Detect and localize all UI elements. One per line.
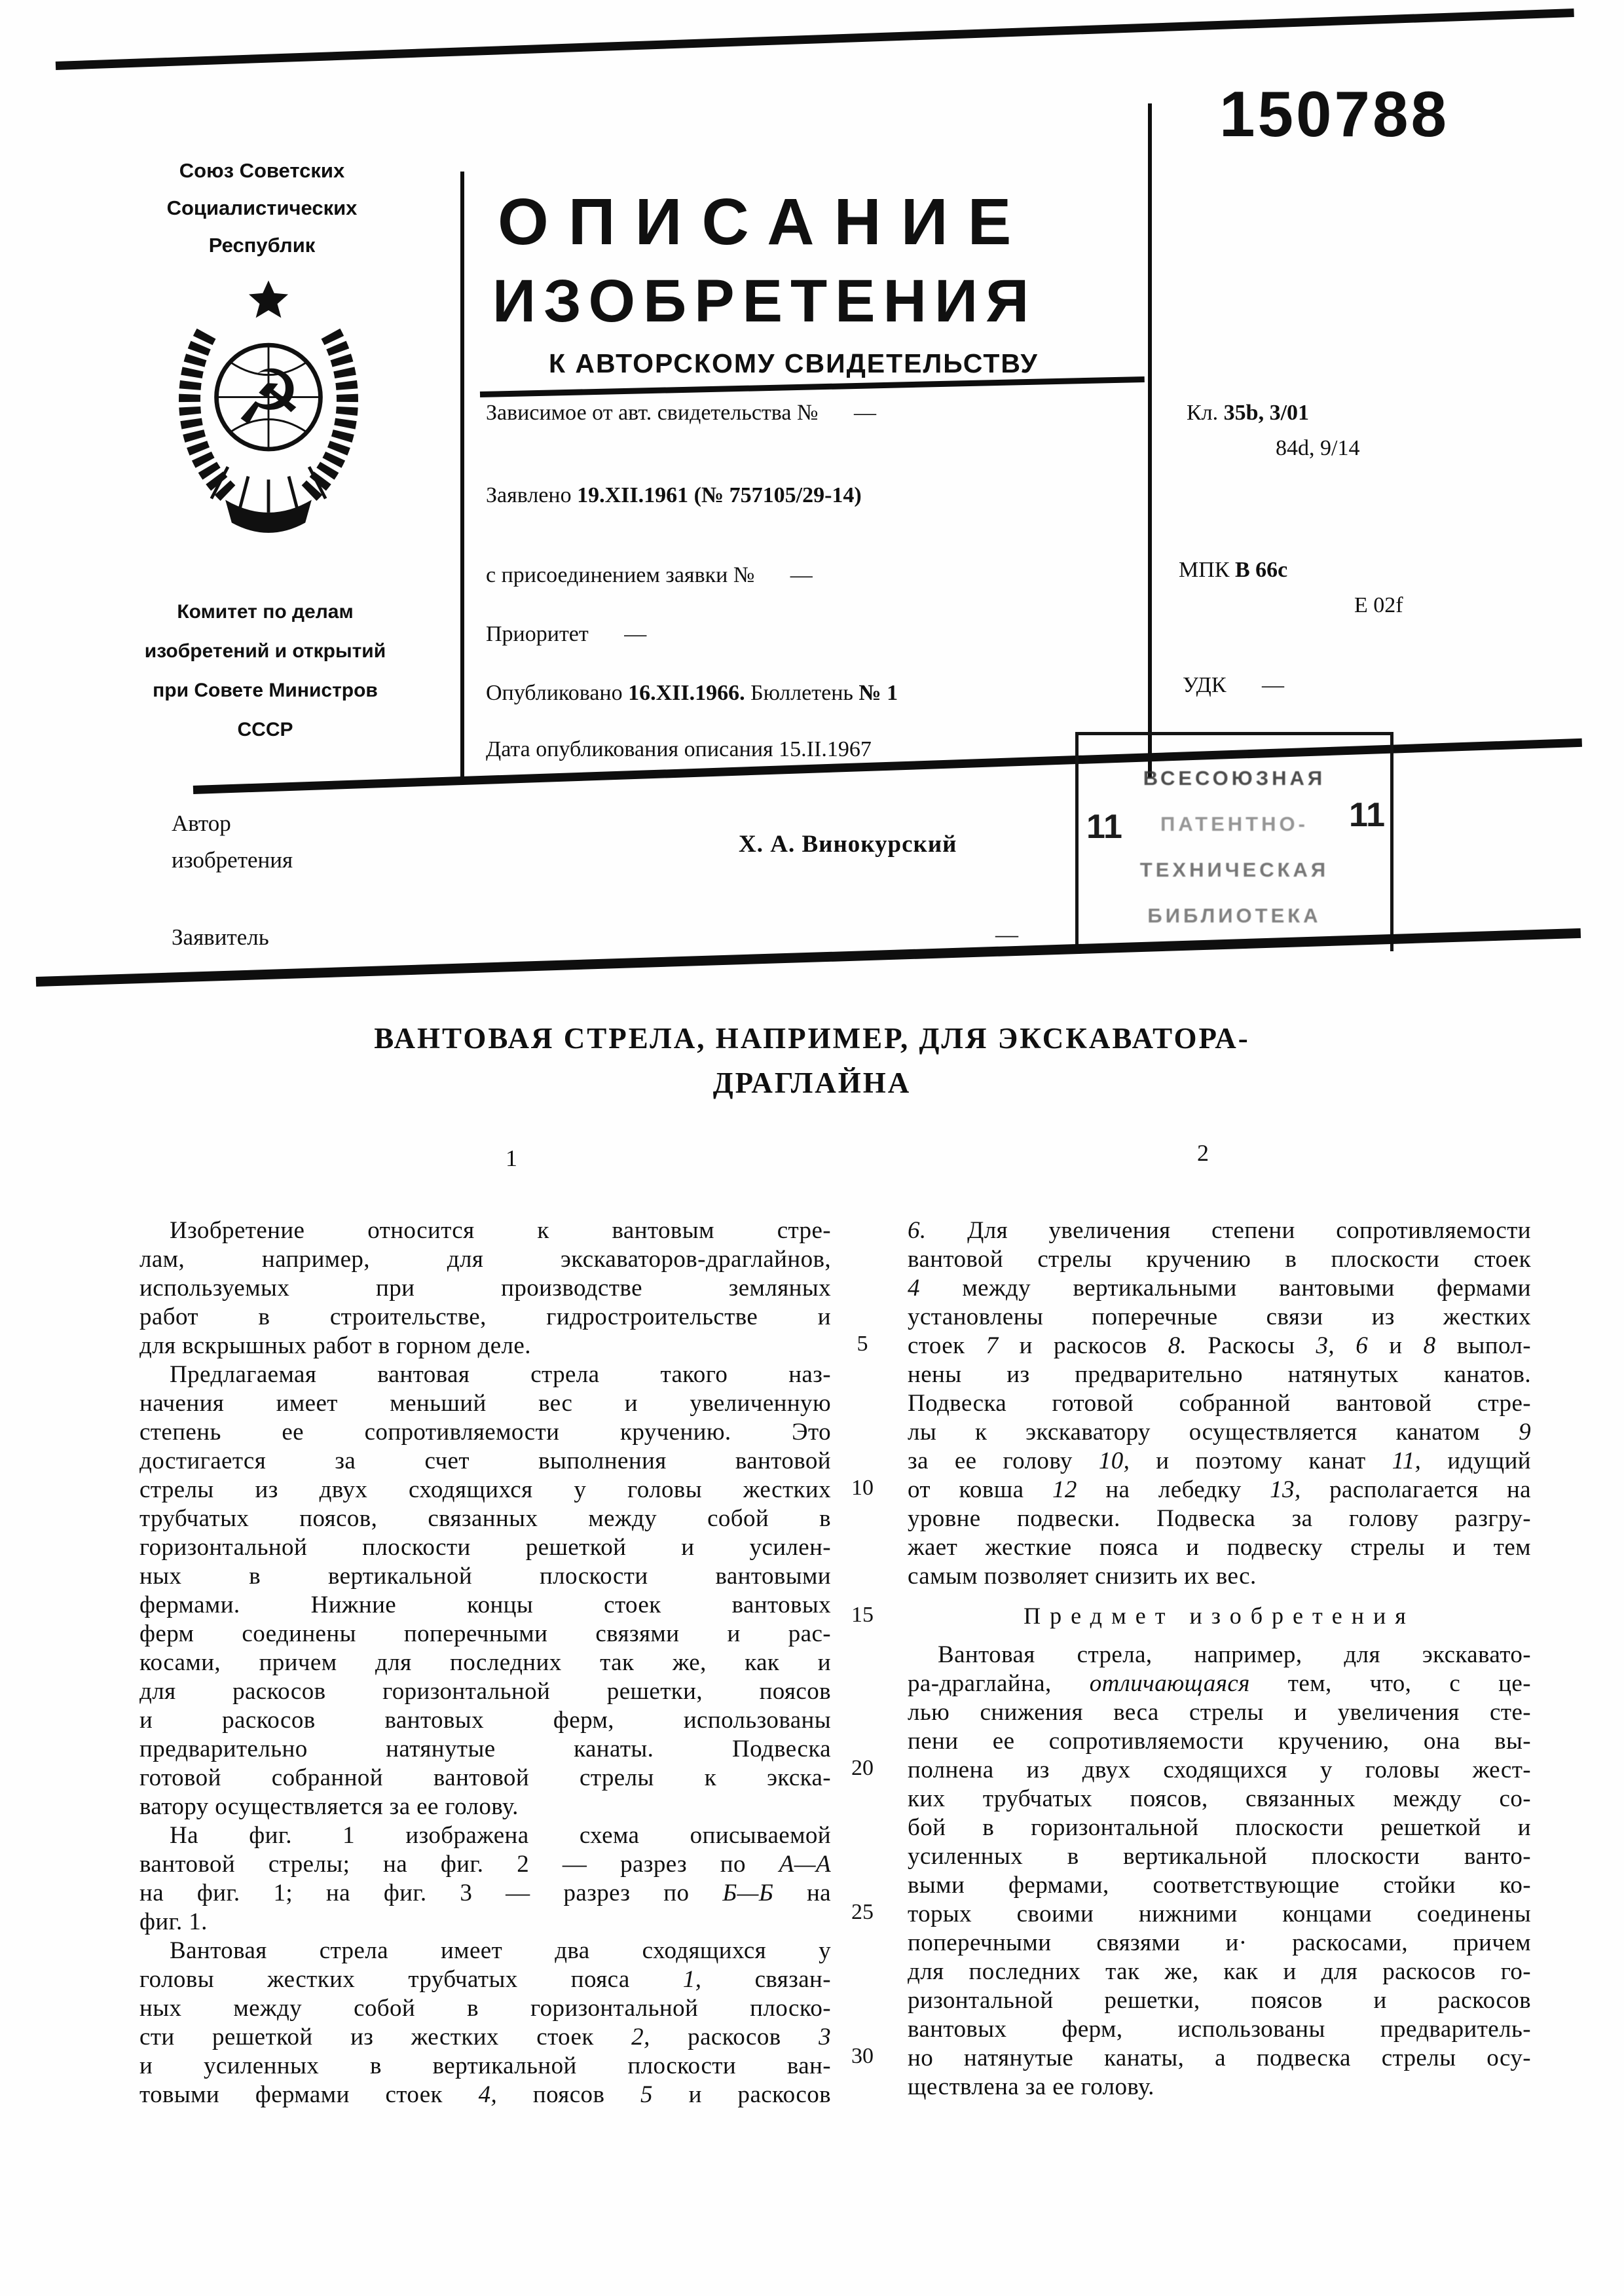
gutter-line-number: 15	[851, 1603, 874, 1627]
text-line: используемых при производстве земляных	[139, 1275, 831, 1302]
text-line: Вантовая стрела имеет два сходящихся у	[170, 1937, 831, 1964]
author-label-2: изобретения	[172, 847, 293, 873]
text-line: уровне подвески. Подвеска за голову разгру-	[908, 1505, 1531, 1532]
stamp-line: БИБЛИОТЕКА	[1147, 904, 1321, 927]
field-part: Заявлено	[486, 483, 578, 507]
classification-part: МПК	[1179, 558, 1235, 582]
stamp-mark-left: 11	[1086, 808, 1122, 846]
text-line: лам, например, для экскаваторов-драглайнов,	[139, 1246, 831, 1273]
classification-row	[1187, 401, 1309, 426]
field-row	[486, 622, 646, 647]
text-line: поперечными связями и· раскосами, причем	[908, 1929, 1531, 1956]
invention-title-line1: ВАНТОВАЯ СТРЕЛА, НАПРИМЕР, ДЛЯ ЭКСКАВАТОРА-	[374, 1022, 1250, 1055]
text-line: ных между собой в горизонтальной плоско-	[139, 1995, 831, 2022]
top-scan-line	[56, 9, 1574, 70]
committee-line: изобретений и открытий	[144, 640, 386, 662]
doc-type-title: ОПИСАНИЕ	[498, 185, 1031, 259]
text-line: головы жестких трубчатых пояса 1, связан-	[139, 1966, 831, 1993]
text-line: Предлагаемая вантовая стрела такого наз-	[170, 1361, 831, 1388]
gutter-line-number: 10	[851, 1476, 874, 1500]
classification-part: УДК	[1183, 673, 1232, 697]
header-divider-right	[1148, 103, 1152, 778]
field-part: № 1	[858, 681, 898, 705]
issuing-org	[65, 152, 458, 264]
text-line: торых своими нижними концами соединены	[908, 1901, 1531, 1927]
doc-type-title-2: ИЗОБРЕТЕНИЯ	[492, 268, 1037, 335]
text-line: установлены поперечные связи из жестких	[908, 1303, 1531, 1330]
gutter-line-number: 5	[857, 1332, 868, 1356]
column-number-2: 2	[1197, 1140, 1209, 1166]
classification-part: Е 02f	[1354, 593, 1403, 617]
text-line: пени ее сопротивляемости кручению, она вы-	[908, 1728, 1531, 1755]
stamp-line: ВСЕСОЮЗНАЯ	[1143, 767, 1326, 790]
author-label: Автор	[172, 811, 231, 836]
body-column-left	[139, 1216, 831, 2109]
stamp-line: ПАТЕНТНО-	[1160, 812, 1308, 835]
field-row	[486, 737, 872, 762]
text-line: усиленных в вертикальной плоскости ванто-	[908, 1843, 1531, 1870]
text-line: На фиг. 1 изображена схема описываемой	[170, 1822, 831, 1849]
field-part: —	[790, 563, 813, 587]
classification-part: В 66с	[1234, 558, 1288, 582]
text-line: для раскосов горизонтальной решетки, поясов	[139, 1678, 831, 1705]
text-line: фиг. 1.	[139, 1908, 208, 1935]
committee-line: при Совете Министров	[153, 680, 378, 701]
classification-row	[1276, 436, 1359, 461]
field-part: Зависимое от авт. свидетельства №	[486, 401, 824, 425]
text-line: ществлена за ее голову.	[908, 2073, 1154, 2100]
stamp-mark-right: 11	[1349, 796, 1385, 834]
library-stamp	[1075, 732, 1393, 951]
text-line: ных в вертикальной плоскости вантовыми	[139, 1563, 831, 1590]
text-line: достигается за счет выполнения вантовой	[139, 1448, 831, 1474]
field-part: Бюллетень	[745, 681, 859, 705]
author-name: Х. А. Винокурский	[739, 831, 957, 858]
text-line: вантовой стрелы; на фиг. 2 — разрез по А—А	[139, 1851, 831, 1878]
text-line: ризонтальной решетки, поясов и раскосов	[908, 1987, 1531, 2014]
text-line: Подвеска готовой собранной вантовой стре-	[908, 1390, 1531, 1417]
field-part: Дата опубликования описания	[486, 737, 779, 761]
gutter-line-number: 25	[851, 1900, 874, 1924]
text-line: бой в горизонтальной плоскости решеткой и	[908, 1814, 1531, 1841]
text-line: 6. Для увеличения степени сопротивляемости	[908, 1217, 1531, 1244]
committee-line: Комитет по делам	[177, 601, 354, 623]
text-line: жает жесткие пояса и подвеску стрелы и тем	[908, 1534, 1531, 1561]
text-line: Вантовая стрела, например, для экскавато-	[938, 1641, 1531, 1668]
field-part: с присоединением заявки №	[486, 563, 760, 587]
text-line: для последних так же, как и для раскосов го-	[908, 1958, 1531, 1985]
text-line: стоек 7 и раскосов 8. Раскосы 3, 6 и 8 выпол-	[908, 1332, 1532, 1359]
text-line: фермами. Нижние концы стоек вантовых	[139, 1592, 831, 1618]
text-line: лью снижения веса стрелы и увеличения сте-	[908, 1699, 1531, 1726]
text-line: начения имеет меньший вес и увеличенную	[139, 1390, 831, 1417]
field-part: —	[853, 401, 876, 425]
column-number-1: 1	[506, 1145, 517, 1171]
text-line: за ее голову 10, и поэтому канат 11, идущий	[908, 1448, 1531, 1474]
text-line: ферм соединены поперечными связями и рас-	[139, 1620, 831, 1647]
gutter-line-number: 20	[851, 1756, 874, 1780]
text-line: для вскрышных работ в горном деле.	[139, 1332, 531, 1359]
field-row	[486, 681, 898, 706]
text-line: горизонтальной плоскости решеткой и усилен-	[139, 1534, 831, 1561]
classification-row	[1183, 673, 1284, 698]
ussr-emblem	[167, 275, 370, 586]
field-part: —	[624, 622, 647, 646]
text-line: Изобретение относится к вантовым стре-	[170, 1217, 831, 1244]
patent-number: 150788	[1219, 78, 1450, 150]
text-line: полнена из двух сходящихся у головы жест-	[908, 1757, 1531, 1783]
text-line: на фиг. 1; на фиг. 3 — разрез по Б—Б на	[139, 1880, 831, 1906]
body-column-right	[908, 1216, 1531, 2102]
field-row	[486, 483, 862, 508]
text-line: от ковша 12 на лебедку 13, располагается на	[908, 1476, 1531, 1503]
text-line: ких трубчатых поясов, связанных между со-	[908, 1785, 1531, 1812]
gutter-line-number: 30	[851, 2044, 874, 2068]
text-line: вантовой стрелы кручению в плоскости стоек	[908, 1246, 1531, 1273]
subtitle-underline	[480, 376, 1145, 397]
text-line: косами, причем для последних так же, как и	[139, 1649, 831, 1676]
text-line: самым позволяет снизить их вес.	[908, 1563, 1257, 1590]
applicant-value: —	[995, 922, 1018, 947]
text-line: сти решеткой из жестких стоек 2, раскосов 3	[139, 2024, 831, 2050]
invention-title-line2: ДРАГЛАЙНА	[712, 1066, 912, 1099]
org-line: Социалистических	[166, 196, 358, 219]
svg-text:☭: ☭	[234, 354, 303, 443]
stamp-line: ТЕХНИЧЕСКАЯ	[1139, 858, 1329, 881]
emblem-star	[249, 280, 288, 318]
text-line: предварительно натянутые канаты. Подвеска	[139, 1736, 831, 1762]
text-line: но натянутые канаты, а подвеска стрелы осу-	[908, 2045, 1531, 2071]
text-line: лы к экскаватору осуществляется канатом 9	[908, 1419, 1531, 1446]
text-line: 4 между вертикальными вантовыми фермами	[908, 1275, 1531, 1302]
field-part: Приоритет	[486, 622, 595, 646]
classification-part: 84d, 9/14	[1276, 436, 1360, 460]
classification-part: 35b, 3/01	[1223, 401, 1310, 425]
classification-row	[1354, 593, 1403, 618]
text-line: ватору осуществляется за ее голову.	[139, 1793, 519, 1820]
org-line: Союз Советских	[179, 159, 345, 182]
committee-line: СССР	[237, 719, 293, 740]
text-line: готовой собранной вантовой стрелы к экска-	[139, 1764, 831, 1791]
classification-part: Кл.	[1187, 401, 1224, 425]
committee-name	[62, 592, 468, 750]
classification-part: —	[1262, 673, 1285, 697]
text-line: степень ее сопротивляемости кручению. Это	[139, 1419, 831, 1446]
claims-heading: Предмет изобретения	[1024, 1603, 1415, 1629]
text-line: работ в строительстве, гидростроительстве и	[139, 1303, 831, 1330]
doc-subtitle: К АВТОРСКОМУ СВИДЕТЕЛЬСТВУ	[549, 348, 1039, 378]
text-line: нены из предварительно натянутых канатов.	[908, 1361, 1531, 1388]
field-part: 16.XII.1966.	[628, 681, 745, 705]
text-line: товыми фермами стоек 4, поясов 5 и раскосов	[139, 2081, 832, 2108]
text-line: и усиленных в вертикальной плоскости ван-	[139, 2052, 831, 2079]
org-line: Республик	[208, 234, 316, 257]
text-line: трубчатых поясов, связанных между собой в	[139, 1505, 831, 1532]
field-row	[486, 563, 813, 588]
text-line: вантовых ферм, использованы предваритель-	[908, 2016, 1531, 2043]
applicant-label: Заявитель	[172, 924, 269, 950]
text-line: стрелы из двух сходящихся у головы жестких	[139, 1476, 831, 1503]
classification-row	[1179, 558, 1287, 583]
field-part: Опубликовано	[486, 681, 629, 705]
text-line: и раскосов вантовых ферм, использованы	[139, 1707, 831, 1734]
field-part: 15.II.1967	[779, 737, 872, 761]
field-part: 19.XII.1961 (№ 757105/29-14)	[577, 483, 862, 507]
text-line: ра-драглайна, отличающаяся тем, что, с це-	[908, 1670, 1531, 1697]
text-line: выми фермами, соответствующие стойки ко-	[908, 1872, 1531, 1899]
field-row	[486, 401, 876, 426]
